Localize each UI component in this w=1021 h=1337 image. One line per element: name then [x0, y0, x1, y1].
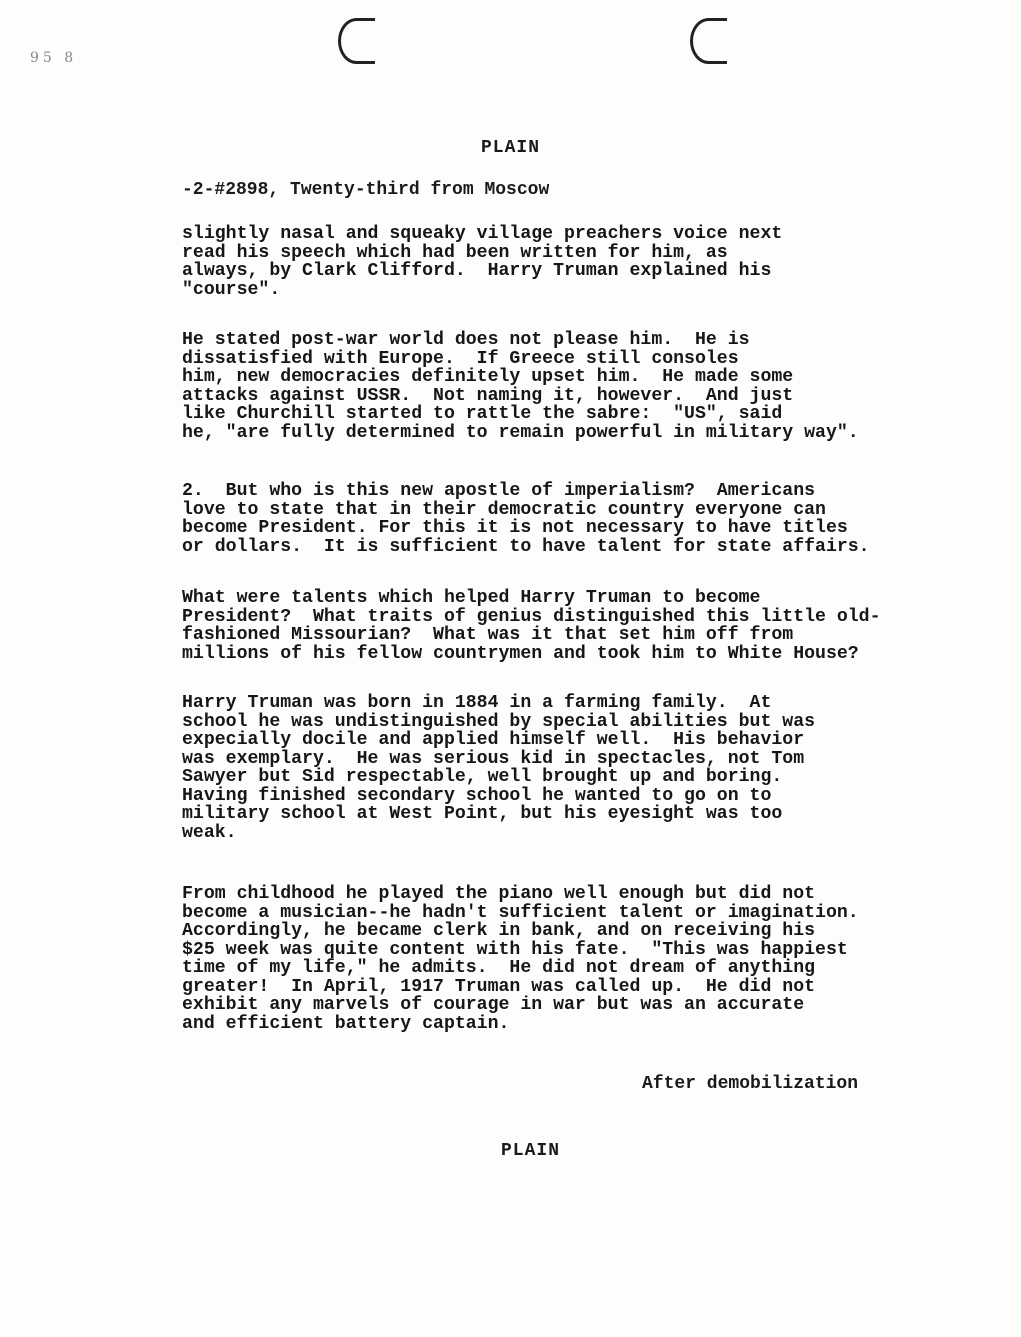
classification-header: PLAIN — [480, 138, 540, 158]
pencil-mark: 95 8 — [30, 50, 78, 66]
continuation-line: After demobilization — [642, 1074, 859, 1094]
body-paragraph-2: He stated post-war world does not please him. He is dissatisfied with Europe. If Greece still consoles him, new democracies definitely upset him. He made some attacks against USSR. Not naming it, however. And just like Churchill started to rattle the sabre: "US", said he, "are fully determined to remain powerful in military way". — [182, 330, 859, 443]
body-paragraph-3: 2. But who is this new apostle of imperialism? Americans love to state that in their democratic country everyone can become President. For this it is not necessary to have titles or dollars. It is sufficient to have talent for state affairs. — [182, 481, 870, 557]
body-paragraph-5: Harry Truman was born in 1884 in a farming family. At school he was undistinguished by special abilities but was expecially docile and applied himself well. His behavior was exemplary. He was serious kid in spectacles, not Tom Sawyer but Sid respectable, well brought up and boring. Having finished secondary school he wanted to go on to military school at West Point, but his eyesight was too weak. — [182, 693, 816, 843]
body-paragraph-3-block — [182, 482, 1012, 588]
body-paragraph-4-block — [182, 589, 1012, 695]
punch-hole-right — [690, 18, 727, 64]
body-paragraph-1: slightly nasal and squeaky village preachers voice next read his speech which had been written for him, as always, by Clark Clifford. Harry Truman explained his "course". — [182, 224, 783, 300]
body-paragraph-4: What were talents which helped Harry Truman to become President? What traits of genius distinguished this little old- fashioned Missourian? What was it that set him off from millions of his fellow countrymen and took him to White House? — [182, 588, 881, 664]
body-paragraph-6-block — [182, 885, 1012, 1065]
reference-line: -2-#2898, Twenty-third from Moscow — [182, 180, 550, 200]
body-paragraph-2-block — [182, 331, 1012, 474]
body-paragraph-1-block — [182, 225, 1012, 331]
body-paragraph-6: From childhood he played the piano well enough but did not become a musician--he hadn't sufficient talent or imagination. Accordingly, he became clerk in bank, and on receiving his $25 week was quite content with his fate. "This was happiest time of my life," he admits. He did not dream of anything greater! In April, 1917 Truman was called up. He did not exhibit any marvels of courage in war but was an accurate and efficient battery captain. — [182, 884, 859, 1034]
punch-hole-left — [338, 18, 375, 64]
body-paragraph-5-block — [182, 694, 1012, 874]
classification-footer: PLAIN — [500, 1141, 560, 1161]
